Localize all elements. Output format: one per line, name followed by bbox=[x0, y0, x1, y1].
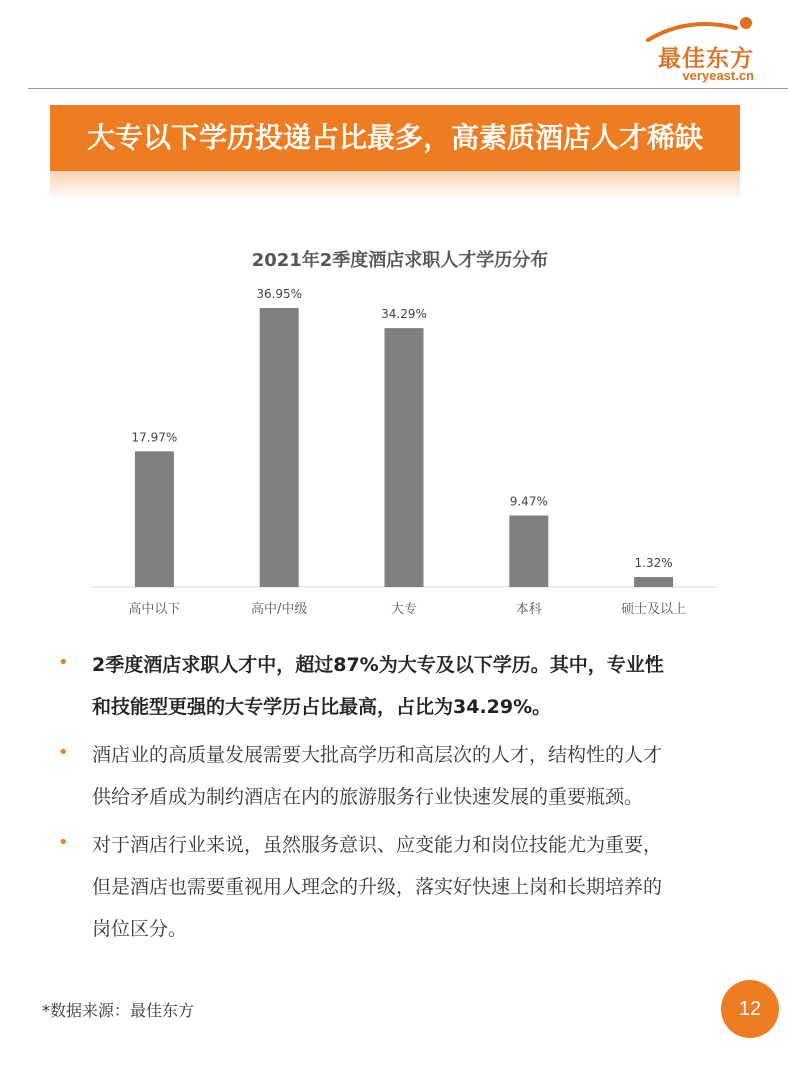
brand-logo bbox=[618, 14, 758, 83]
data-label-2: 36.95% bbox=[256, 287, 303, 302]
bullet-dot-icon: • bbox=[58, 652, 69, 673]
page-title: 大专以下学历投递占比最多，高素质酒店人才稀缺 bbox=[86, 121, 703, 154]
bar-1 bbox=[135, 451, 174, 587]
title-banner bbox=[50, 105, 740, 171]
education-bar-chart bbox=[0, 230, 800, 630]
bullet-item-1 bbox=[58, 644, 748, 728]
bullet-3-line-1: 对于酒店行业来说，虽然服务意识、应变能力和岗位技能尤为重要， bbox=[92, 834, 663, 856]
bar-3 bbox=[385, 328, 424, 587]
x-tick-label-2: 高中/中级 bbox=[251, 602, 308, 617]
bullet-2-line-2: 供给矛盾成为制约酒店在内的旅游服务行业快速发展的重要瓶颈。 bbox=[92, 786, 644, 808]
bullet-2-line-1: 酒店业的高质量发展需要大批高学历和高层次的人才，结构性的人才 bbox=[92, 744, 663, 766]
bullet-dot-icon: • bbox=[58, 742, 69, 763]
header-divider bbox=[28, 88, 788, 89]
bullet-list bbox=[58, 644, 748, 950]
bullet-item-2 bbox=[58, 734, 748, 818]
chart-title: 2021年2季度酒店求职人才学历分布 bbox=[251, 250, 549, 271]
page-number-badge: 12 bbox=[721, 980, 779, 1038]
bullet-1-line-2: 和技能型更强的大专学历占比最高，占比为34.29%。 bbox=[92, 696, 552, 718]
x-tick-label-5: 硕士及以上 bbox=[621, 602, 687, 617]
data-label-3: 34.29% bbox=[381, 307, 427, 322]
bullet-3-line-2: 但是酒店也需要重视用人理念的升级，落实好快速上岗和长期培养的 bbox=[92, 876, 663, 898]
data-label-1: 17.97% bbox=[131, 430, 178, 445]
bar-2 bbox=[260, 308, 299, 587]
x-tick-label-4: 本科 bbox=[515, 602, 542, 617]
bar-4 bbox=[509, 516, 548, 587]
data-label-4: 9.47% bbox=[509, 494, 548, 509]
logo-chinese-text: 最佳东方 bbox=[658, 46, 754, 72]
data-label-5: 1.32% bbox=[634, 556, 673, 571]
chart-plot bbox=[0, 230, 800, 630]
logo-english-text: veryeast.cn bbox=[682, 68, 754, 83]
data-source-note: *数据来源：最佳东方 bbox=[42, 1001, 195, 1020]
bullet-3-line-3: 岗位区分。 bbox=[92, 918, 188, 940]
banner-shadow bbox=[50, 171, 740, 201]
bar-5 bbox=[634, 577, 673, 587]
bullet-1-line-1: 2季度酒店求职人才中，超过87%为大专及以下学历。其中，专业性 bbox=[92, 654, 664, 676]
x-tick-label-1: 高中以下 bbox=[128, 602, 181, 617]
bullet-item-3 bbox=[58, 824, 748, 950]
bullet-dot-icon: • bbox=[58, 832, 69, 853]
x-tick-label-3: 大专 bbox=[390, 602, 418, 617]
